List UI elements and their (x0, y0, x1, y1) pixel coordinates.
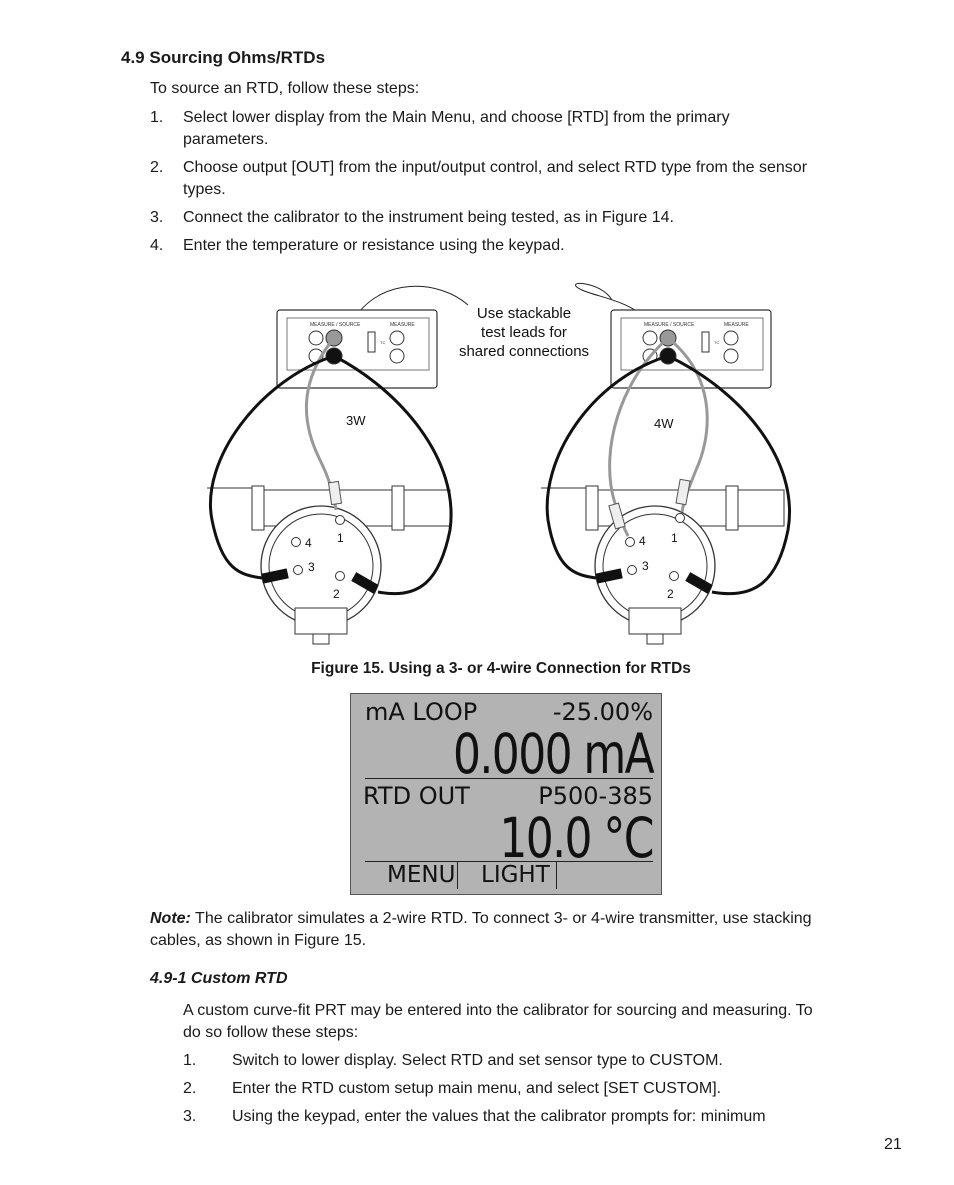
panel-label: MEASURE (390, 322, 415, 328)
callout-line-1: Use stackable (476, 305, 572, 322)
note-text: The calibrator simulates a 2-wire RTD. To connect 3- or 4-wire transmitter, use stacking (190, 910, 812, 927)
calibrator-lcd-display (350, 693, 662, 895)
lcd-softkey-separator (556, 861, 557, 889)
step-text-cont: parameters. (183, 131, 269, 148)
step-number: 2. (183, 1080, 197, 1097)
step-number: 1. (183, 1052, 197, 1069)
figure-caption: Figure 15. Using a 3- or 4-wire Connection for RTDs (311, 660, 691, 677)
terminal-number: 1 (671, 531, 678, 545)
left-rtd-head (207, 486, 450, 644)
step-text: Connect the calibrator to the instrument being tested, as in Figure 14. (183, 209, 674, 226)
page-number: 21 (884, 1136, 902, 1153)
panel-label: MEASURE / SOURCE (310, 322, 361, 328)
intro-text: To source an RTD, follow these steps: (150, 80, 420, 97)
terminal-number: 3 (308, 560, 315, 574)
terminal-number: 4 (305, 536, 312, 550)
callout-line-3: shared connections (458, 343, 590, 360)
lcd-secondary-mode: RTD OUT (363, 782, 470, 810)
right-rtd-head (541, 486, 784, 644)
step-number: 3. (183, 1108, 197, 1125)
step-text: Select lower display from the Main Menu, and choose [RTD] from the primary (183, 109, 730, 126)
panel-label: TC (380, 340, 386, 345)
label-4w: 4W (654, 416, 674, 431)
paragraph-line: A custom curve-fit PRT may be entered into the calibrator for sourcing and measuring. To (183, 1002, 813, 1019)
lcd-divider (365, 778, 653, 779)
step-text: Choose output [OUT] from the input/output control, and select RTD type from the sensor (183, 159, 808, 176)
panel-label: TC (714, 340, 720, 345)
lcd-top-mode: mA LOOP (365, 698, 478, 726)
lcd-sensor-type: P500-385 (538, 782, 653, 810)
terminal-number: 4 (639, 534, 646, 548)
lcd-primary-value: 0.000 mA (452, 722, 653, 786)
lcd-top-percent: -25.00% (552, 698, 653, 726)
note-paragraph (150, 908, 910, 952)
paragraph-line: do so follow these steps: (183, 1024, 359, 1041)
subsection-heading: 4.9-1 Custom RTD (150, 970, 288, 987)
note-label: Note: (150, 910, 191, 927)
softkey-light[interactable]: LIGHT (481, 862, 550, 888)
step-text: Enter the temperature or resistance using the keypad. (183, 237, 565, 254)
step-number: 3. (150, 209, 164, 226)
terminal-number: 2 (667, 587, 674, 601)
terminal-number: 3 (642, 559, 649, 573)
note-text-cont: cables, as shown in Figure 15. (150, 932, 367, 949)
callout-line-2: test leads for (481, 324, 567, 341)
panel-label: MEASURE (724, 322, 749, 328)
label-3w: 3W (346, 413, 366, 428)
rtd-wiring-diagram (0, 270, 954, 655)
lcd-secondary-value: 10.0 °C (499, 806, 653, 870)
step-text-cont: types. (183, 181, 226, 198)
step-number: 2. (150, 159, 164, 176)
lcd-softkey-separator (457, 861, 458, 889)
section-heading: 4.9 Sourcing Ohms/RTDs (121, 48, 326, 67)
step-text: Using the keypad, enter the values that the calibrator prompts for: minimum (232, 1108, 766, 1125)
step-number: 1. (150, 109, 164, 126)
left-calibrator-panel (277, 310, 437, 388)
step-number: 4. (150, 237, 164, 254)
step-text: Enter the RTD custom setup main menu, and select [SET CUSTOM]. (232, 1080, 722, 1097)
terminal-number: 1 (337, 531, 344, 545)
softkey-menu[interactable]: MENU (387, 862, 456, 888)
custom-rtd-paragraph (183, 1000, 913, 1044)
panel-label: MEASURE / SOURCE (644, 322, 695, 328)
terminal-number: 2 (333, 587, 340, 601)
step-text: Switch to lower display. Select RTD and set sensor type to CUSTOM. (232, 1052, 723, 1069)
